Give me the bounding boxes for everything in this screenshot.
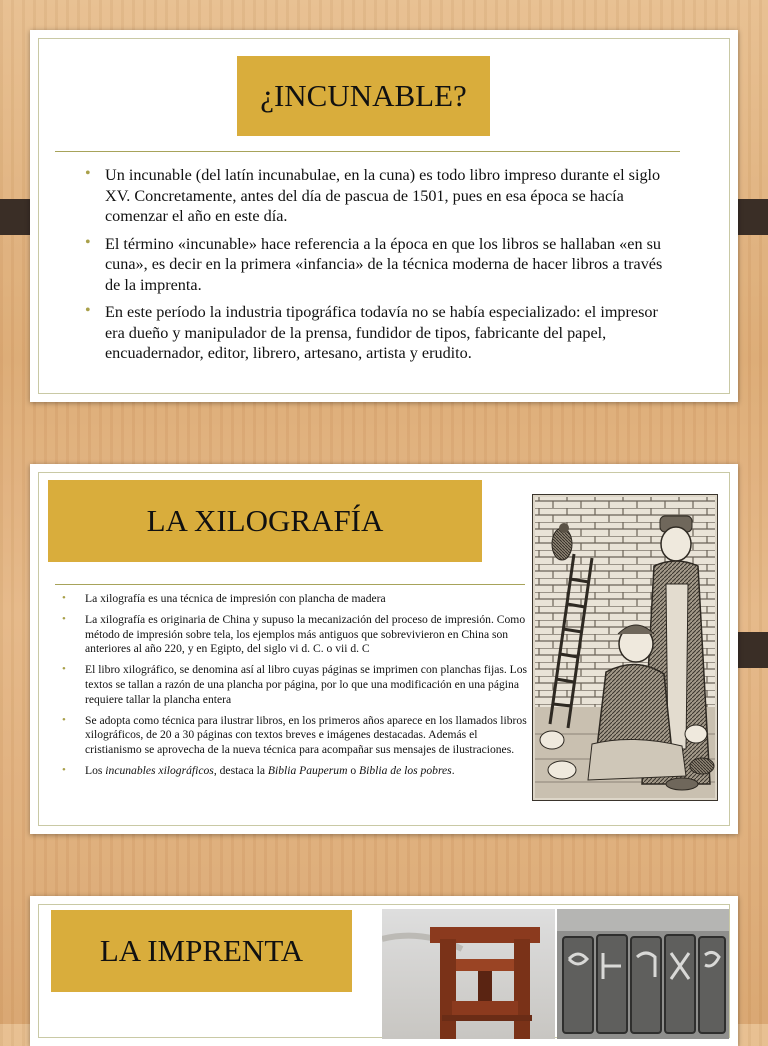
bullet-text: Un incunable (del latín incunabulae, en la cuna) es todo libro impreso durante el siglo XV. Concretamente, antes del día de pascua de 1501, pues en esa época se hacía comenzar el año en este día. bbox=[105, 166, 661, 225]
bullet-list bbox=[85, 165, 675, 371]
bullet-item bbox=[60, 764, 530, 779]
bullet-item bbox=[60, 714, 530, 758]
bullet-item bbox=[85, 302, 675, 364]
bullet-item bbox=[85, 165, 675, 227]
slide-title: LA XILOGRAFÍA bbox=[48, 480, 482, 562]
bullet-text: Se adopta como técnica para ilustrar libros, en los primeros años aparece en los llamados libros xilográficos, de 20 a 30 páginas con textos breves e imágenes destacadas. Además el cristianismo se aprovecha de la nueva técnica para acompañar sus mensajes de ilustraciones. bbox=[85, 713, 527, 757]
bullet-icon: • bbox=[62, 592, 66, 604]
bullet-text: La xilografía es originaria de China y supuso la mecanización del proceso de impresión. Como método de impresión sobre tela, los ejemplos más antiguos que sobrevivieron en China son anteriores al año 220, y en Egipto, del siglo vi d. C. o vii d. C bbox=[85, 612, 526, 656]
title-divider bbox=[55, 151, 680, 152]
printing-press-photo bbox=[382, 909, 555, 1039]
bullet-text: Los incunables xilográficos, destaca la Biblia Pauperum o Biblia de los pobres. bbox=[85, 763, 455, 777]
bullet-list bbox=[60, 592, 530, 785]
bullet-item bbox=[60, 592, 530, 607]
movable-type-photo bbox=[557, 909, 729, 1039]
slide-xilografia bbox=[30, 464, 738, 834]
bullet-icon: • bbox=[85, 233, 91, 251]
bullet-text: En este período la industria tipográfica todavía no se había especializado: el impresor era dueño y manipulador de la prensa, fundidor de tipos, fabricante del papel, encuadernador, editor, librero, artesano, artista y erudito. bbox=[105, 303, 658, 362]
woodcut-illustration bbox=[532, 494, 718, 801]
bullet-item bbox=[85, 234, 675, 296]
bullet-icon: • bbox=[85, 165, 91, 182]
bullet-icon: • bbox=[85, 302, 91, 319]
bullet-icon: • bbox=[62, 763, 66, 776]
slide-incunable bbox=[30, 30, 738, 402]
bullet-text: El término «incunable» hace referencia a la época en que los libros se hallaban «en su cuna», es decir en la primera «infancia» de la técnica moderna de hacer libros a través de la imprenta. bbox=[105, 234, 663, 294]
bullet-item bbox=[60, 613, 530, 657]
bullet-icon: • bbox=[62, 612, 66, 625]
bullet-text: La xilografía es una técnica de impresión con plancha de madera bbox=[85, 592, 386, 605]
title-divider bbox=[55, 584, 525, 585]
bullet-item bbox=[60, 663, 530, 707]
bullet-text: El libro xilográfico, se denomina así al libro cuyas páginas se imprimen con planchas fijas. Los textos se tallan a razón de una plancha por página, por lo que una modificación en una página requiere tallar la plancha entera bbox=[85, 663, 528, 706]
bullet-icon: • bbox=[62, 713, 66, 726]
slide-title: ¿INCUNABLE? bbox=[237, 56, 490, 136]
slide-title: LA IMPRENTA bbox=[51, 910, 352, 992]
bullet-icon: • bbox=[62, 663, 66, 676]
